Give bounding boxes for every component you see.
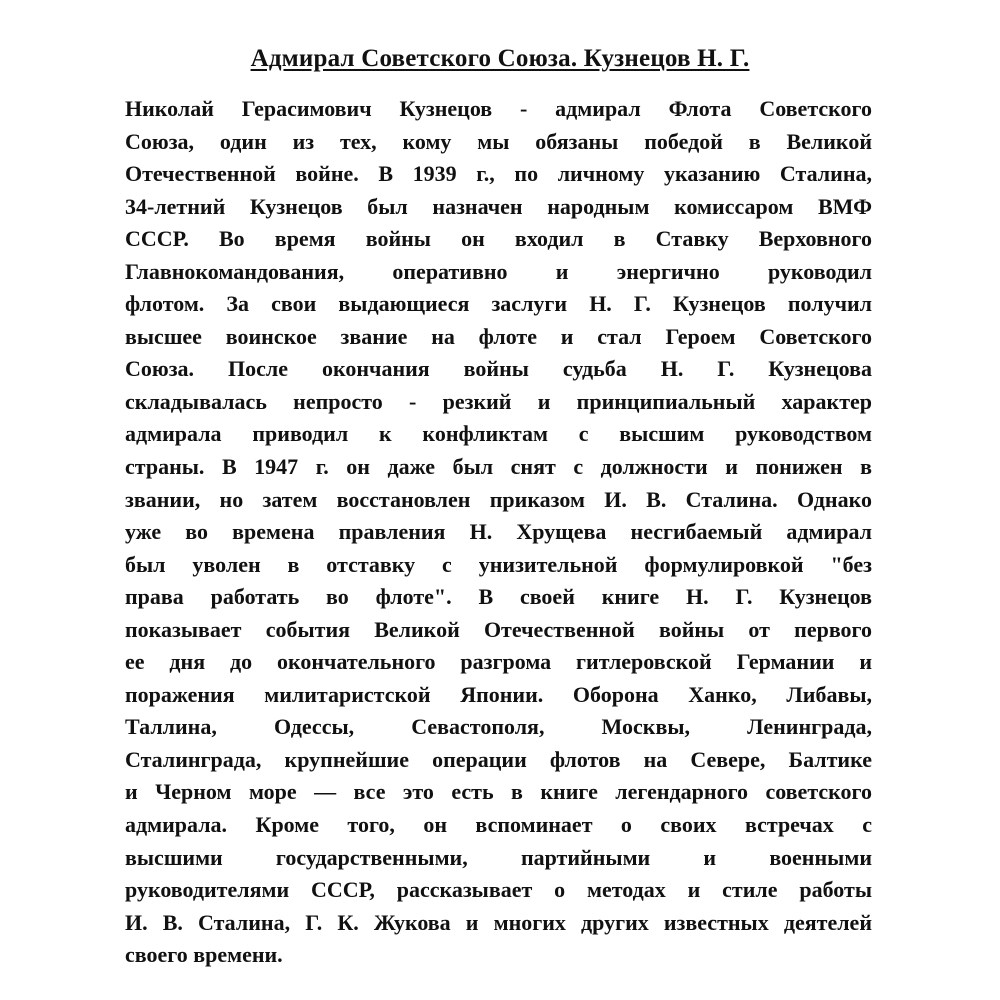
text-line: Союза, один из тех, кому мы обязаны победой в Великой — [125, 128, 872, 154]
text-line: и Черном море — все это есть в книге легендарного советского — [125, 779, 872, 805]
text-line: Николай Герасимович Кузнецов - адмирал Флота Советского — [125, 96, 872, 121]
text-line: складывалась непросто - резкий и принципиальный характер — [125, 388, 872, 414]
text-line: И. В. Сталина, Г. К. Жукова и многих других известных деятелей — [125, 909, 872, 935]
text-line: страны. В 1947 г. он даже был снят с должности и понижен в — [125, 454, 872, 480]
text-line: показывает события Великой Отечественной войны от первого — [125, 616, 872, 642]
text-line: Главнокомандования, оперативно и энергично руководил — [125, 258, 872, 284]
text-line: руководителями СССР, рассказывает о методах и стиле работы — [125, 877, 872, 903]
text-line: поражения милитаристской Японии. Оборона Ханко, Либавы, — [125, 681, 872, 707]
text-line: флотом. За свои выдающиеся заслуги Н. Г. Кузнецов получил — [125, 291, 872, 317]
text-line: звании, но затем восстановлен приказом И. В. Сталина. Однако — [125, 486, 872, 512]
document-body — [125, 93, 872, 972]
text-line: был уволен в отставку с унизительной формулировкой "без — [125, 551, 872, 577]
text-line: адмирала приводил к конфликтам с высшим руководством — [125, 421, 872, 447]
text-line: уже во времена правления Н. Хрущева несгибаемый адмирал — [125, 519, 872, 545]
text-line: 34-летний Кузнецов был назначен народным комиссаром ВМФ — [125, 193, 872, 219]
text-line: своего времени. — [125, 942, 283, 968]
document-title: Адмирал Советского Союза. Кузнецов Н. Г. — [250, 45, 750, 72]
text-line: адмирала. Кроме того, он вспоминает о своих встречах с — [125, 812, 872, 838]
text-line: высшими государственными, партийными и военными — [125, 844, 872, 870]
text-line: Сталинграда, крупнейшие операции флотов на Севере, Балтике — [125, 746, 872, 772]
text-line: ее дня до окончательного разгрома гитлеровской Германии и — [125, 649, 872, 675]
text-line: Союза. После окончания войны судьба Н. Г. Кузнецова — [125, 356, 872, 382]
text-line: СССР. Во время войны он входил в Ставку Верховного — [125, 226, 872, 252]
text-line: Таллина, Одессы, Севастополя, Москвы, Ленинграда, — [125, 714, 872, 740]
text-line: Отечественной войне. В 1939 г., по личному указанию Сталина, — [125, 161, 872, 187]
text-line: высшее воинское звание на флоте и стал Героем Советского — [125, 323, 872, 349]
text-line: права работать во флоте". В своей книге Н. Г. Кузнецов — [125, 584, 872, 610]
